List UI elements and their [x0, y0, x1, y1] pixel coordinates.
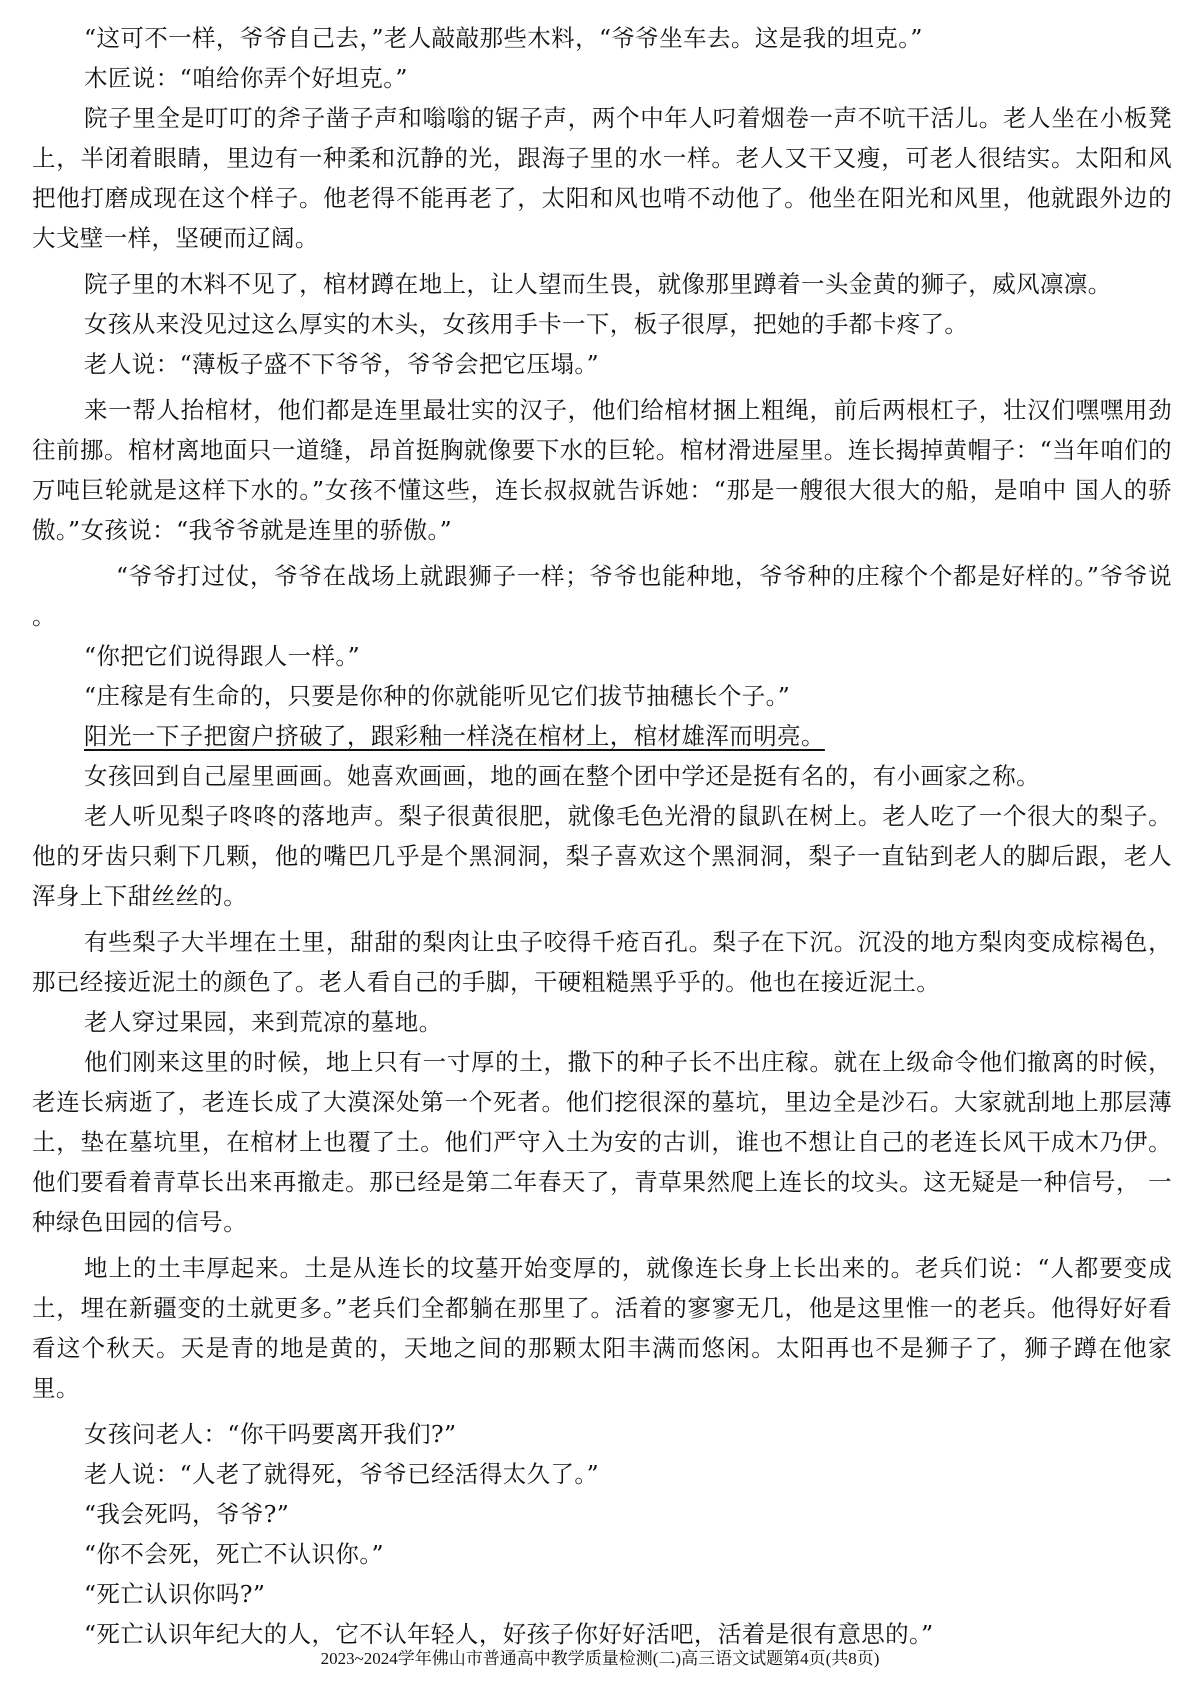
paragraph-5: 女孩从来没见过这么厚实的木头，女孩用手卡一下，板子很厚，把她的手都卡疼了。 [84, 310, 969, 338]
paragraph-19: 老人说：“人老了就得死，爷爷已经活得太久了。” [84, 1460, 599, 1488]
page-footer: 2023~2024学年佛山市普通高中教学质量检测(二)高三语文试题第4页(共8页) [320, 1649, 880, 1668]
paragraph-9: “你把它们说得跟人一样。” [84, 642, 360, 670]
paragraph-11-underlined [32, 716, 1172, 756]
paragraph-3: 院子里全是叮叮的斧子凿子声和嗡嗡的锯子声，两个中年人叼着烟卷一声不吭干活儿。老人坐在小板凳上，半闭着眼睛，里边有一种柔和沉静的光，跟海子里的水一样。老人又干又瘦，可老人很结实。太阳和风把他打磨成现在这个样子。他老得不能再老了，太阳和风也啃不动他了。他坐在阳光和风里，他就跟外边的大戈壁一样，坚硬而辽阔。 [32, 104, 1172, 252]
document-body [32, 18, 1172, 1654]
paragraph-18: 女孩问老人：“你干吗要离开我们?” [84, 1420, 457, 1448]
paragraph-4: 院子里的木料不见了，棺材蹲在地上，让人望而生畏，就像那里蹲着一头金黄的狮子，威风凛凛。 [84, 270, 1112, 298]
paragraph-6: 老人说：“薄板子盛不下爷爷，爷爷会把它压塌。” [84, 350, 599, 378]
paragraph-10: “庄稼是有生命的，只要是你种的你就能听见它们拔节抽穗长个子。” [84, 682, 791, 710]
paragraph-2: 木匠说：“咱给你弄个好坦克。” [84, 64, 408, 92]
paragraph-1: “这可不一样，爷爷自己去，”老人敲敲那些木料，“爷爷坐车去。这是我的坦克。” [84, 24, 923, 52]
paragraph-12: 女孩回到自己屋里画画。她喜欢画画，地的画在整个团中学还是挺有名的，有小画家之称。 [84, 762, 1040, 790]
paragraph-21: “你不会死，死亡不认识你。” [84, 1540, 384, 1568]
underlined-sentence: 阳光一下子把窗户挤破了，跟彩釉一样浇在棺材上，棺材雄浑而明亮。 [84, 722, 825, 750]
paragraph-22: “死亡认识你吗?” [84, 1580, 266, 1608]
paragraph-14: 有些梨子大半埋在土里，甜甜的梨肉让虫子咬得千疮百孔。梨子在下沉。沉没的地方梨肉变成棕褐色，那已经接近泥土的颜色了。老人看自己的手脚，干硬粗糙黑乎乎的。他也在接近泥土。 [32, 928, 1172, 996]
paragraph-20: “我会死吗，爷爷?” [84, 1500, 290, 1528]
paragraph-23: “死亡认识年纪大的人，它不认年轻人，好孩子你好好活吧，活着是很有意思的。” [84, 1620, 934, 1648]
paragraph-15: 老人穿过果园，来到荒凉的墓地。 [84, 1008, 443, 1036]
paragraph-8: “爷爷打过仗，爷爷在战场上就跟狮子一样；爷爷也能种地，爷爷种的庄稼个个都是好样的。”爷爷说 。 [32, 562, 1172, 630]
paragraph-13: 老人听见梨子咚咚的落地声。梨子很黄很肥，就像毛色光滑的鼠趴在树上。老人吃了一个很大的梨子。他的牙齿只剩下几颗，他的嘴巴几乎是个黑洞洞，梨子喜欢这个黑洞洞，梨子一直钻到老人的脚后跟，老人浑身上下甜丝丝的。 [32, 802, 1172, 910]
paragraph-17: 地上的土丰厚起来。土是从连长的坟墓开始变厚的，就像连长身上长出来的。老兵们说：“人都要变成土，埋在新疆变的土就更多。”老兵们全都躺在那里了。活着的寥寥无几，他是这里惟一的老兵。他得好好看看这个秋天。天是青的地是黄的，天地之间的那颗太阳丰满而悠闲。太阳再也不是狮子了，狮子蹲在他家里。 [32, 1254, 1172, 1402]
paragraph-16: 他们刚来这里的时候，地上只有一寸厚的土，撒下的种子长不出庄稼。就在上级命令他们撤离的时候，老连长病逝了，老连长成了大漠深处第一个死者。他们挖很深的墓坑，里边全是沙石。大家就刮地上那层薄土，垫在墓坑里，在棺材上也覆了土。他们严守入土为安的古训，谁也不想让自己的老连长风干成木乃伊。他们要看着青草长出来再撤走。那已经是第二年春天了，青草果然爬上连长的坟头。这无疑是一种信号， 一种绿色田园的信号。 [32, 1048, 1172, 1236]
paragraph-7: 来一帮人抬棺材，他们都是连里最壮实的汉子，他们给棺材捆上粗绳，前后两根杠子，壮汉们嘿嘿用劲往前挪。棺材离地面只一道缝，昂首挺胸就像要下水的巨轮。棺材滑进屋里。连长揭掉黄帽子：“当年咱们的万吨巨轮就是这样下水的。”女孩不懂这些，连长叔叔就告诉她：“那是一艘很大很大的船，是咱中 国人的骄傲。”女孩说：“我爷爷就是连里的骄傲。” [32, 396, 1172, 544]
